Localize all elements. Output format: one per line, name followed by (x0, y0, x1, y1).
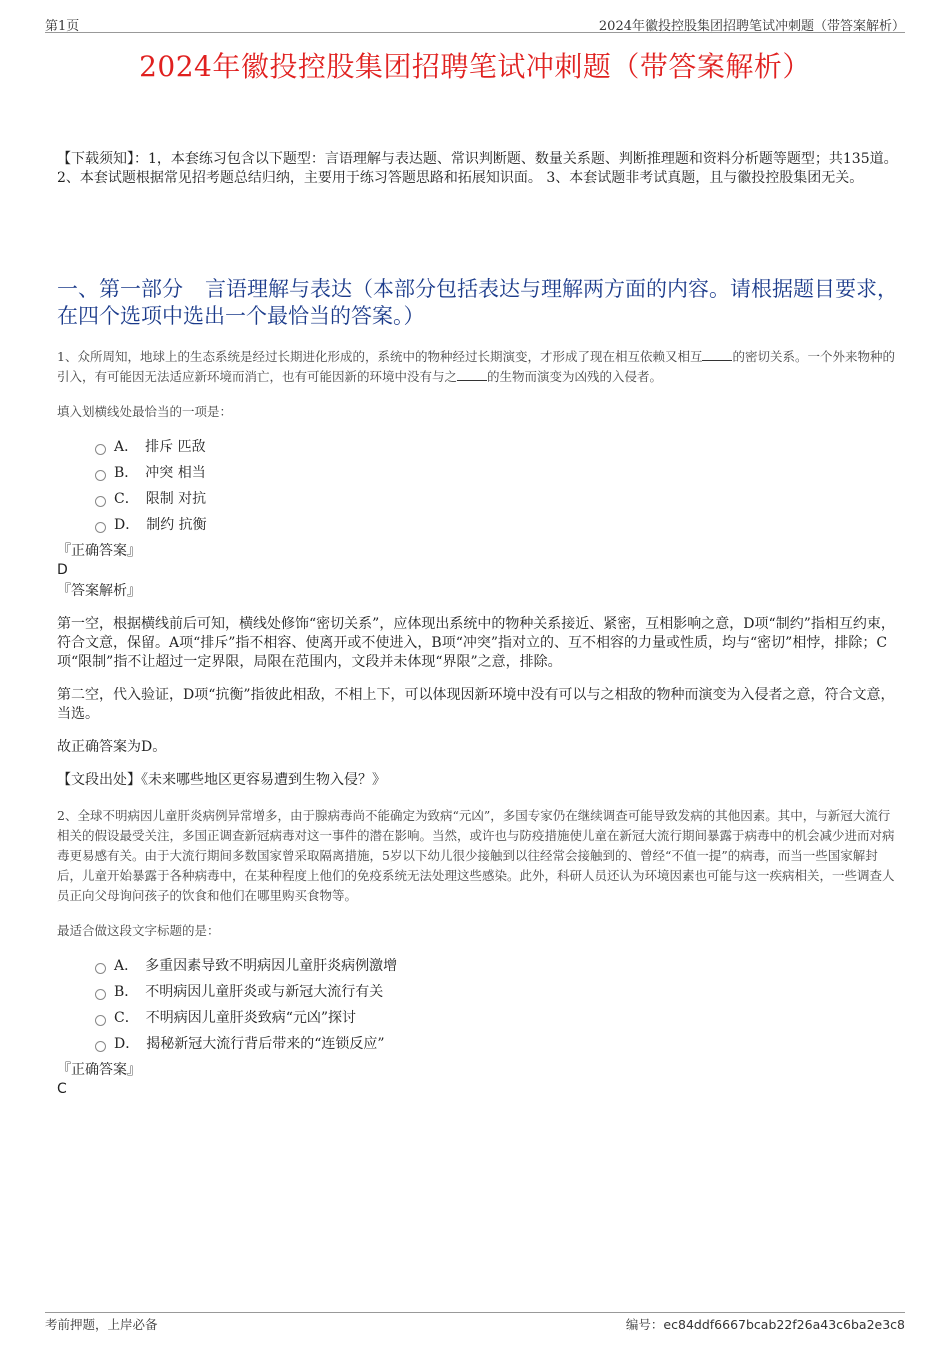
q1-stem-part1: 1、众所周知，地球上的生态系统是经过长期进化形成的，系统中的物种经过长期演变，才形成了现在相互依赖又相互 (57, 349, 703, 364)
code-value: ec84ddf6667bcab22f26a43c6ba2e3c8 (663, 1317, 905, 1332)
radio-button[interactable] (95, 444, 106, 455)
blank-2 (457, 368, 487, 381)
option-b[interactable] (95, 978, 795, 1004)
option-key: A． (114, 439, 139, 455)
question-2-options (95, 952, 795, 1056)
option-key: B． (114, 465, 139, 481)
footer-code (626, 1315, 905, 1333)
option-c[interactable] (95, 485, 795, 511)
option-key: D． (114, 1036, 140, 1052)
section-number: 一、第一部分 (57, 277, 183, 301)
option-text: 制约 抗衡 (146, 517, 207, 533)
analysis-paragraph-1: 第一空，根据横线前后可知，横线处修饰“密切关系”，应体现出系统中的物种关系接近、紧密，互相影响之意，D项“制约”指相互约束，符合文意，保留。A项“排斥”指不相容、使离开或不使进入，B项“冲突”指对立的、互不相容的力量或性质，均与“密切”相悖，排除；C项“限制”指不让超过一定界限，局限在范围内，文段并未体现“界限”之意，排除。 (57, 616, 895, 670)
section-heading (57, 276, 899, 330)
question-2-prompt: 最适合做这段文字标题的是： (57, 923, 220, 938)
option-key: C． (114, 1010, 139, 1026)
question-1-prompt: 填入划横线处最恰当的一项是： (57, 404, 233, 419)
option-c[interactable] (95, 1004, 795, 1030)
option-key: A． (114, 958, 139, 974)
option-text: 冲突 相当 (145, 465, 206, 481)
option-text: 多重因素导致不明病因儿童肝炎病例激增 (145, 958, 398, 974)
q1-stem-part3: 的生物而演变为凶残的入侵者。 (487, 369, 663, 384)
option-key: D． (114, 517, 140, 533)
download-notice: 【下载须知】：1，本套练习包含以下题型：言语理解与表达题、常识判断题、数量关系题、判断推理题和资料分析题等题型；共135道。 2、本套试题根据常见招考题总结归纳，主要用于练习答题思路和拓展知识面。 3、本套试题非考试真题，且与徽投控股集团无关。 (57, 151, 898, 186)
analysis-label: 『答案解析』 (57, 583, 141, 599)
option-key: B． (114, 984, 139, 1000)
answer-label: 『正确答案』 (57, 543, 141, 559)
correct-answer: D (57, 562, 68, 578)
radio-button[interactable] (95, 963, 106, 974)
analysis-paragraph-3: 故正确答案为D。 (57, 739, 167, 755)
radio-button[interactable] (95, 522, 106, 533)
radio-button[interactable] (95, 1015, 106, 1026)
option-text: 不明病因儿童肝炎或与新冠大流行有关 (145, 984, 384, 1000)
page-title: 2024年徽投控股集团招聘笔试冲刺题（带答案解析） (139, 50, 811, 83)
option-a[interactable] (95, 433, 795, 459)
radio-button[interactable] (95, 989, 106, 1000)
section-description: 言语理解与表达（本部分包括表达与理解两方面的内容。请根据题目要求，在四个选项中选出一个最恰当的答案。） (57, 277, 898, 328)
answer-label: 『正确答案』 (57, 1062, 141, 1078)
option-a[interactable] (95, 952, 795, 978)
text-source: 【文段出处】《未来哪些地区更容易遭到生物入侵？》 (57, 772, 386, 788)
footer-divider (45, 1312, 905, 1313)
option-text: 揭秘新冠大流行背后带来的“连锁反应” (146, 1036, 385, 1052)
page-number: 第1页 (45, 19, 80, 34)
question-1-stem (57, 347, 899, 387)
option-d[interactable] (95, 1030, 795, 1056)
radio-button[interactable] (95, 1041, 106, 1052)
option-key: C． (114, 491, 139, 507)
question-1-options (95, 433, 795, 537)
radio-button[interactable] (95, 496, 106, 507)
option-text: 排斥 匹敌 (145, 439, 206, 455)
option-text: 限制 对抗 (145, 491, 207, 507)
header-doc-title: 2024年徽投控股集团招聘笔试冲刺题（带答案解析） (598, 19, 905, 34)
option-text: 不明病因儿童肝炎致病“元凶”探讨 (145, 1010, 357, 1026)
option-d[interactable] (95, 511, 795, 537)
code-label: 编号： (625, 1317, 664, 1332)
radio-button[interactable] (95, 470, 106, 481)
q1-stem-part2: 的密切关系。一个外来物种的引入，有可能因无法适应新环境而消亡，也有可能因新的环境中没有与之 (57, 349, 895, 384)
correct-answer: C (57, 1081, 67, 1097)
analysis-paragraph-2: 第二空，代入验证，D项“抗衡”指彼此相敌，不相上下，可以体现因新环境中没有可以与之相敌的物种而演变为入侵者之意，符合文意，当选。 (57, 687, 895, 722)
header-divider (45, 32, 905, 33)
option-b[interactable] (95, 459, 795, 485)
blank-1 (702, 348, 732, 361)
question-2-stem: 2、全球不明病因儿童肝炎病例异常增多，由于腺病毒尚不能确定为致病“元凶”，多国专家仍在继续调查可能导致发病的其他因素。其中，与新冠大流行相关的假设最受关注，多国正调查新冠病毒对这一事件的潜在影响。当然，或许也与防疫措施使儿童在新冠大流行期间暴露于病毒中的机会减少进而对病毒更易感有关。由于大流行期间多数国家曾采取隔离措施，5岁以下幼儿很少接触到以往经常会接触到的、曾经“不值一提”的病毒，而当一些国家解封后，儿童开始暴露于各种病毒中，在某种程度上他们的免疫系统无法处理这些感染。此外，科研人员还认为环境因素也可能与这一疾病相关，一些调查人员正向父母询问孩子的饮食和他们在哪里购买食物等。 (57, 808, 895, 903)
footer-slogan: 考前押题，上岸必备 (45, 1317, 158, 1332)
